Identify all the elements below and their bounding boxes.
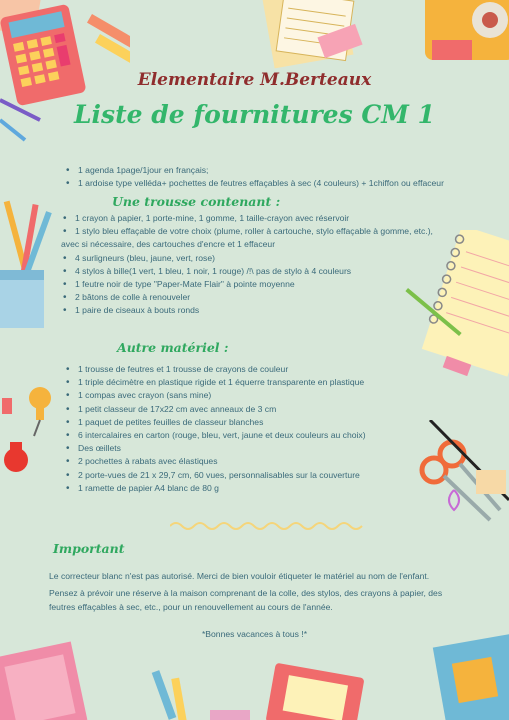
list-item: • Des œillets — [64, 442, 464, 455]
important-note-1: Le correcteur blanc n'est pas autorisé. Merci de bien vouloir étiqueter le matériel au nom de l'enfant. — [49, 571, 430, 581]
page-title: Liste de fournitures CM 1 — [73, 100, 436, 129]
notebook-illustration — [250, 0, 509, 80]
list-item: avec si nécessaire, des cartouches d'encre et 1 effaceur — [61, 239, 276, 250]
autre-heading: Autre matériel : — [117, 340, 229, 355]
important-heading: Important — [53, 541, 125, 556]
closing-message: *Bonnes vacances à tous !* — [201, 629, 308, 639]
list-item: • 6 intercalaires en carton (rouge, bleu, vert, jaune et deux couleurs au choix) — [64, 429, 464, 442]
list-item: • 1 paire de ciseaux à bouts ronds — [61, 304, 461, 317]
pencil-cup-illustration — [0, 200, 60, 330]
wavy-divider — [170, 520, 370, 532]
school-name: Elementaire M.Berteaux — [137, 70, 372, 90]
autre-items-list — [64, 363, 464, 495]
list-item: • 2 porte-vues de 21 x 29,7 cm, 60 vues, personnalisables sur la couverture — [64, 469, 464, 482]
list-item: • 1 petit classeur de 17x22 cm avec anneaux de 3 cm — [64, 403, 464, 416]
list-item: • 4 surligneurs (bleu, jaune, vert, rose) — [61, 252, 461, 265]
list-item: • 2 bâtons de colle à renouveler — [61, 291, 461, 304]
list-item: • 4 stylos à bille(1 vert, 1 bleu, 1 noir, 1 rouge) /!\ pas de stylo à 4 couleurs — [61, 265, 461, 278]
list-item: • 1 ardoise type velléda+ pochettes de feutres effaçables à sec (4 couleurs) + 1chiffon ou effaceur — [64, 177, 464, 190]
general-items-list — [64, 164, 464, 190]
list-item: • 1 stylo bleu effaçable de votre choix (plume, roller à cartouche, stylo effaçable à gomme, etc.), — [61, 225, 461, 238]
list-item: • 1 crayon à papier, 1 porte-mine, 1 gomme, 1 taille-crayon avec réservoir — [61, 212, 461, 225]
list-item: • 1 feutre noir de type "Paper-Mate Flair" à pointe moyenne — [61, 278, 461, 291]
list-item: • 1 trousse de feutres et 1 trousse de crayons de couleur — [64, 363, 464, 376]
trousse-items-list — [61, 212, 461, 318]
list-item: • 1 compas avec crayon (sans mine) — [64, 389, 464, 402]
important-note-2: Pensez à prévoir une réserve à la maison comprenant de la colle, des stylos, des crayons à papier, des feutres effaçables à sec, etc., pour un renouvellement au cours de l'année. — [49, 588, 443, 612]
bottom-supplies-illustration — [0, 630, 509, 720]
list-item: • 1 ramette de papier A4 blanc de 80 g — [64, 482, 464, 495]
list-item: • 1 paquet de petites feuilles de classeur blanches — [64, 416, 464, 429]
list-item: • 2 pochettes à rabats avec élastiques — [64, 455, 464, 468]
pushpins-illustration — [0, 380, 70, 490]
trousse-heading: Une trousse contenant : — [112, 194, 281, 209]
list-item: • 1 triple décimètre en plastique rigide et 1 équerre transparente en plastique — [64, 376, 464, 389]
list-item: • 1 agenda 1page/1jour en français; — [64, 164, 464, 177]
